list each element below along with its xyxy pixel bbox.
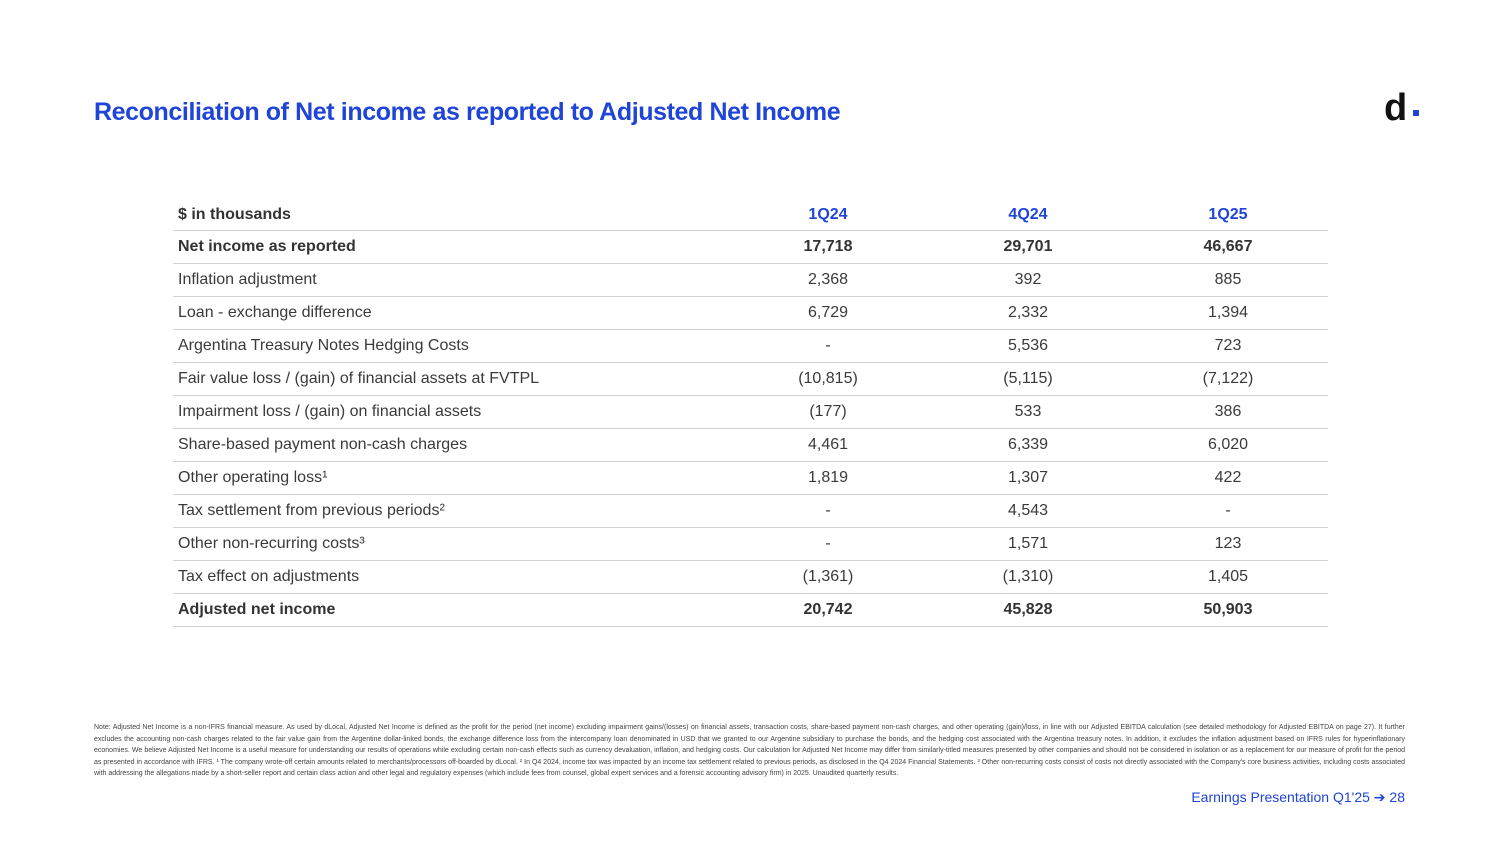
reconciliation-table (173, 200, 1328, 627)
table-row-non-recurring (173, 528, 1328, 561)
row-value-1q24: 1,819 (728, 462, 928, 495)
row-value-1q25: 723 (1128, 330, 1328, 363)
arrow-right-icon: ➔ (1373, 789, 1386, 805)
row-value-1q25: 422 (1128, 462, 1328, 495)
row-value-4q24: 5,536 (928, 330, 1128, 363)
table-row-loan-exchange (173, 297, 1328, 330)
row-value-1q24: - (728, 495, 928, 528)
table-row-other-operating-loss (173, 462, 1328, 495)
page-footer (1191, 789, 1405, 806)
row-value-1q25: - (1128, 495, 1328, 528)
logo-dot-icon (1413, 110, 1419, 116)
header-period-4q24: 4Q24 (928, 200, 1128, 231)
row-value-4q24: 533 (928, 396, 1128, 429)
row-label: Net income as reported (173, 231, 728, 264)
header-period-1q24: 1Q24 (728, 200, 928, 231)
row-value-1q25: (7,122) (1128, 363, 1328, 396)
row-value-1q25: 123 (1128, 528, 1328, 561)
row-value-1q25: 386 (1128, 396, 1328, 429)
table-row-tax-effect (173, 561, 1328, 594)
row-value-1q25: 1,394 (1128, 297, 1328, 330)
table-row-share-based (173, 429, 1328, 462)
row-label: Fair value loss / (gain) of financial assets at FVTPL (173, 363, 728, 396)
row-label: Adjusted net income (173, 594, 728, 627)
header-period-1q25: 1Q25 (1128, 200, 1328, 231)
row-value-4q24: 1,571 (928, 528, 1128, 561)
row-label: Argentina Treasury Notes Hedging Costs (173, 330, 728, 363)
row-label: Share-based payment non-cash charges (173, 429, 728, 462)
logo-letter: d (1384, 87, 1408, 129)
row-value-1q24: 2,368 (728, 264, 928, 297)
row-value-4q24: 1,307 (928, 462, 1128, 495)
table-row-fair-value (173, 363, 1328, 396)
header-units-label: $ in thousands (173, 200, 728, 231)
row-value-1q25: 50,903 (1128, 594, 1328, 627)
row-value-1q24: - (728, 330, 928, 363)
row-value-4q24: 45,828 (928, 594, 1128, 627)
row-label: Tax settlement from previous periods² (173, 495, 728, 528)
table-row-adjusted-net-income (173, 594, 1328, 627)
row-value-4q24: 2,332 (928, 297, 1128, 330)
row-label: Inflation adjustment (173, 264, 728, 297)
row-label: Other operating loss¹ (173, 462, 728, 495)
row-value-1q24: 4,461 (728, 429, 928, 462)
row-label: Other non-recurring costs³ (173, 528, 728, 561)
row-value-1q24: (177) (728, 396, 928, 429)
row-value-4q24: 29,701 (928, 231, 1128, 264)
row-value-1q24: - (728, 528, 928, 561)
table-header-row (173, 200, 1328, 231)
footnote: Note: Adjusted Net Income is a non-IFRS financial measure. As used by dLocal, Adjusted Net Income is defined as the profit for the period (net income) excluding impairment gains/(losses) on financial assets, transaction costs, share-based payment non-cash charges, and other operating (gain)/loss, in line with our Adjusted EBITDA calculation (see detailed methodology for Adjusted EBITDA on page 27). It further excludes the accounting non-cash charges related to the fair value gain from the Argentine dollar-linked bonds, the exchange difference loss from the intercompany loan denominated in USD that we granted to our Argentine subsidiary to purchase the bonds, and the hedging cost associated with the Argentina treasury notes. In addition, it excludes the inflation adjustment based on IFRS rules for hyperinflationary economies. We believe Adjusted Net Income is a useful measure for understanding our results of operations while excluding certain non-cash effects such as currency devaluation, inflation, and hedging costs. Our calculation for Adjusted Net Income may differ from similarly-titled measures presented by other companies and should not be considered in isolation or as a replacement for our measure of profit for the period as presented in accordance with IFRS. ¹ The company wrote-off certain amounts related to merchants/processors off-boarded by dLocal. ² In Q4 2024, income tax was impacted by an income tax settlement related to previous periods, as disclosed in the Q4 2024 Financial Statements. ³ Other non-recurring costs consist of costs not directly associated with the Company's core business activities, including costs associated with addressing the allegations made by a short-seller report and certain class action and other legal and regulatory expenses (which include fees from counsel, global expert services and a forensic accounting advisory firm) in 2025. Unaudited quarterly results. (94, 724, 1405, 777)
row-label: Loan - exchange difference (173, 297, 728, 330)
footer-label: Earnings Presentation Q1'25 (1191, 789, 1370, 805)
row-value-4q24: (1,310) (928, 561, 1128, 594)
dlocal-logo (1384, 88, 1407, 128)
table-row-impairment (173, 396, 1328, 429)
row-value-4q24: 4,543 (928, 495, 1128, 528)
row-value-1q25: 46,667 (1128, 231, 1328, 264)
row-value-1q24: 6,729 (728, 297, 928, 330)
row-value-1q24: 20,742 (728, 594, 928, 627)
row-label: Tax effect on adjustments (173, 561, 728, 594)
table-row-tax-settlement (173, 495, 1328, 528)
page-title: Reconciliation of Net income as reported to Adjusted Net Income (94, 98, 841, 126)
row-value-1q25: 885 (1128, 264, 1328, 297)
table-row-hedging-costs (173, 330, 1328, 363)
table-row-net-income-reported (173, 231, 1328, 264)
row-value-1q24: 17,718 (728, 231, 928, 264)
row-label: Impairment loss / (gain) on financial assets (173, 396, 728, 429)
row-value-1q25: 6,020 (1128, 429, 1328, 462)
row-value-1q24: (10,815) (728, 363, 928, 396)
row-value-4q24: 392 (928, 264, 1128, 297)
table-row-inflation-adjustment (173, 264, 1328, 297)
page-number: 28 (1389, 789, 1405, 805)
row-value-4q24: 6,339 (928, 429, 1128, 462)
row-value-1q24: (1,361) (728, 561, 928, 594)
row-value-1q25: 1,405 (1128, 561, 1328, 594)
row-value-4q24: (5,115) (928, 363, 1128, 396)
